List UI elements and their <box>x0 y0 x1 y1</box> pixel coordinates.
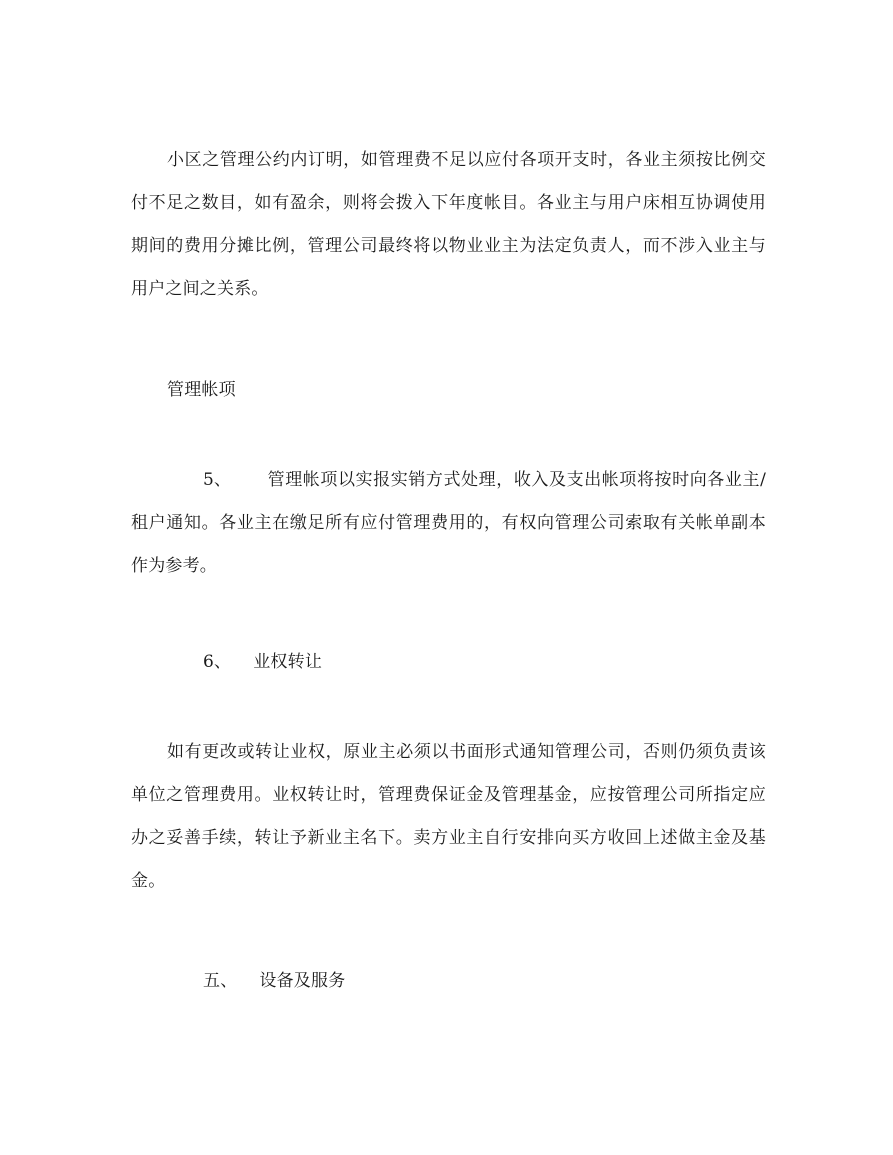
heading-manage-accounts <box>131 369 766 412</box>
item-5-paragraph <box>131 459 766 588</box>
section-5-heading <box>131 960 766 1003</box>
item-6-number: 6、 <box>203 652 232 672</box>
heading-text: 管理帐项 <box>167 380 236 400</box>
section-5-heading-line <box>131 960 766 1003</box>
paragraph-text: 如有更改或转让业权，原业主必须以书面形式通知管理公司，否则仍须负责该单位之管理费用。业权转让时，管理费保证金及管理基金，应按管理公司所指定应办之妥善手续，转让予新业主名下。卖方业主自行安排向买方收回上述做主金及基金。 <box>131 742 766 891</box>
section-5-title: 设备及服务 <box>259 971 346 991</box>
paragraph-management-fee-shortfall <box>131 139 766 311</box>
item-6-title: 业权转让 <box>253 652 323 672</box>
paragraph-text: 小区之管理公约内订明，如管理费不足以应付各项开支时，各业主须按比例交付不足之数目，如有盈余，则将会拨入下年度帐目。各业主与用户床相互协调使用期间的费用分摊比例，管理公司最终将以物业业主为法定负责人，而不涉入业主与用户之间之关系。 <box>131 150 766 299</box>
item-5 <box>131 459 766 588</box>
item-5-number: 5、 <box>203 470 232 490</box>
paragraph-title-transfer <box>131 731 766 903</box>
item-5-text: 管理帐项以实报实销方式处理，收入及支出帐项将按时向各业主/租户通知。各业主在缴足所有应付管理费用的，有权向管理公司索取有关帐单副本作为参考。 <box>131 470 766 576</box>
item-6-heading <box>131 641 766 684</box>
item-6-heading-line <box>131 641 766 684</box>
section-5-number: 五、 <box>203 971 238 991</box>
